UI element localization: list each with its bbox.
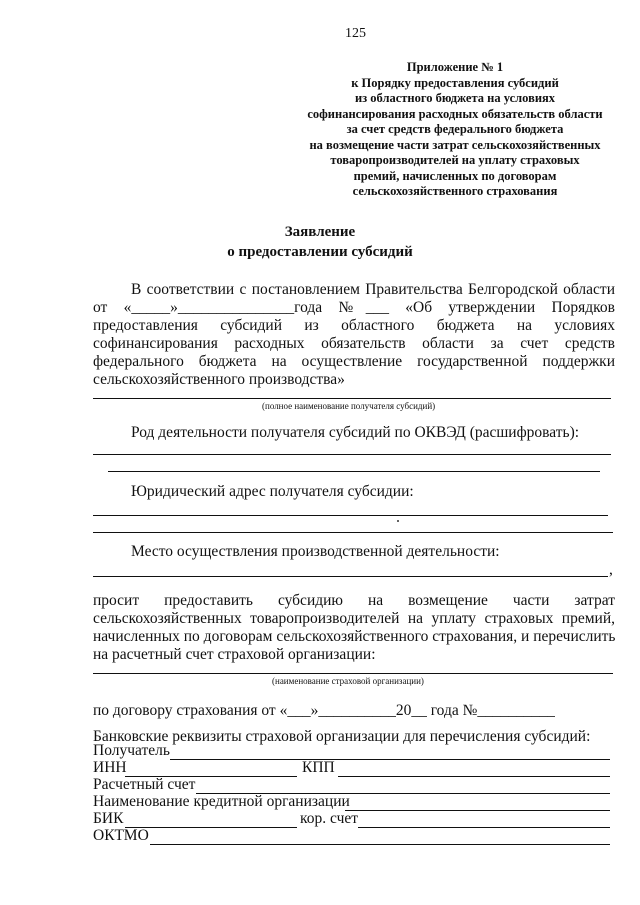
scan-dot <box>397 520 399 522</box>
document-title: Заявление <box>284 224 356 240</box>
recipient-name-line[interactable] <box>93 398 611 399</box>
bik-field[interactable] <box>125 827 297 828</box>
account-label: Расчетный счет <box>93 776 196 793</box>
intro-paragraph <box>93 281 615 389</box>
recipient-label: Получатель <box>93 742 170 759</box>
kpp-label: КПП <box>302 759 335 776</box>
credit-org-field[interactable] <box>345 810 610 811</box>
recipient-field[interactable] <box>170 759 610 760</box>
legal-address-line-2[interactable] <box>93 532 613 533</box>
appendix-line: на возмещение части затрат сельскохозяйственных <box>309 137 601 152</box>
request-paragraph <box>93 592 615 664</box>
oktmo-label: ОКТМО <box>93 827 149 844</box>
intro-line: от «_____»_______________года №___ «Об утверждении Порядков <box>93 299 615 316</box>
appendix-line: товаропроизводителей на уплату страховых <box>330 153 580 167</box>
production-place-label: Место осуществления производственной деятельности: <box>131 543 500 560</box>
request-line: просит предоставить субсидию на возмещение части затрат <box>93 592 615 609</box>
credit-org-label: Наименование кредитной организации <box>93 793 350 810</box>
inn-label: ИНН <box>93 759 127 776</box>
intro-line: предоставления субсидий из областного бюджета на условиях <box>93 317 615 334</box>
appendix-line: сельскохозяйственного страхования <box>352 184 558 198</box>
request-line: на расчетный счет страховой организации: <box>93 646 376 663</box>
kpp-field[interactable] <box>338 776 610 777</box>
appendix-line: софинансирования расходных обязательств области <box>307 106 603 121</box>
appendix-line: премий, начисленных по договорам <box>353 168 557 183</box>
document-subtitle: о предоставлении субсидий <box>227 244 413 260</box>
okved-line-1[interactable] <box>93 454 611 455</box>
okved-label: Род деятельности получателя субсидий по ОКВЭД (расшифровать): <box>131 424 580 441</box>
okved-line-2[interactable] <box>108 471 600 472</box>
request-line: начисленных по договорам сельскохозяйственного страхования, и перечислить <box>93 628 616 645</box>
request-line: сельскохозяйственных товаропроизводителей на уплату страховых премий, <box>93 610 615 627</box>
insurer-caption: (наименование страховой организации) <box>272 676 424 686</box>
corr-account-field[interactable] <box>358 827 610 828</box>
page-number: 125 <box>345 26 366 41</box>
appendix-block <box>290 60 620 200</box>
intro-line: В соответствии с постановлением Правительства Белгородской области <box>131 281 615 298</box>
production-place-comma: , <box>609 561 613 578</box>
contract-text: по договору страхования от «___»__________20__ года №__________ <box>93 702 555 719</box>
appendix-line: Приложение № 1 <box>406 60 504 74</box>
recipient-caption: (полное наименование получателя субсидий) <box>262 401 436 411</box>
intro-line: софинансирования расходных обязательств области за счет средств <box>93 335 615 352</box>
insurer-name-line[interactable] <box>93 673 613 674</box>
legal-address-label: Юридический адрес получателя субсидии: <box>131 483 414 500</box>
intro-line: федерального бюджета на осуществление государственной поддержки <box>93 353 615 370</box>
appendix-line: за счет средств федерального бюджета <box>346 122 564 136</box>
oktmo-field[interactable] <box>150 844 610 845</box>
bank-details-heading: Банковские реквизиты страховой организации для перечисления субсидий: <box>93 728 591 745</box>
bik-label: БИК <box>93 810 124 827</box>
corr-account-label: кор. счет <box>300 810 359 827</box>
legal-address-line-1[interactable] <box>93 515 608 516</box>
production-place-line[interactable] <box>93 576 608 577</box>
appendix-line: к Порядку предоставления субсидий <box>351 75 559 90</box>
intro-line: сельскохозяйственного производства» <box>93 371 345 388</box>
appendix-line: из областного бюджета на условиях <box>354 91 556 105</box>
